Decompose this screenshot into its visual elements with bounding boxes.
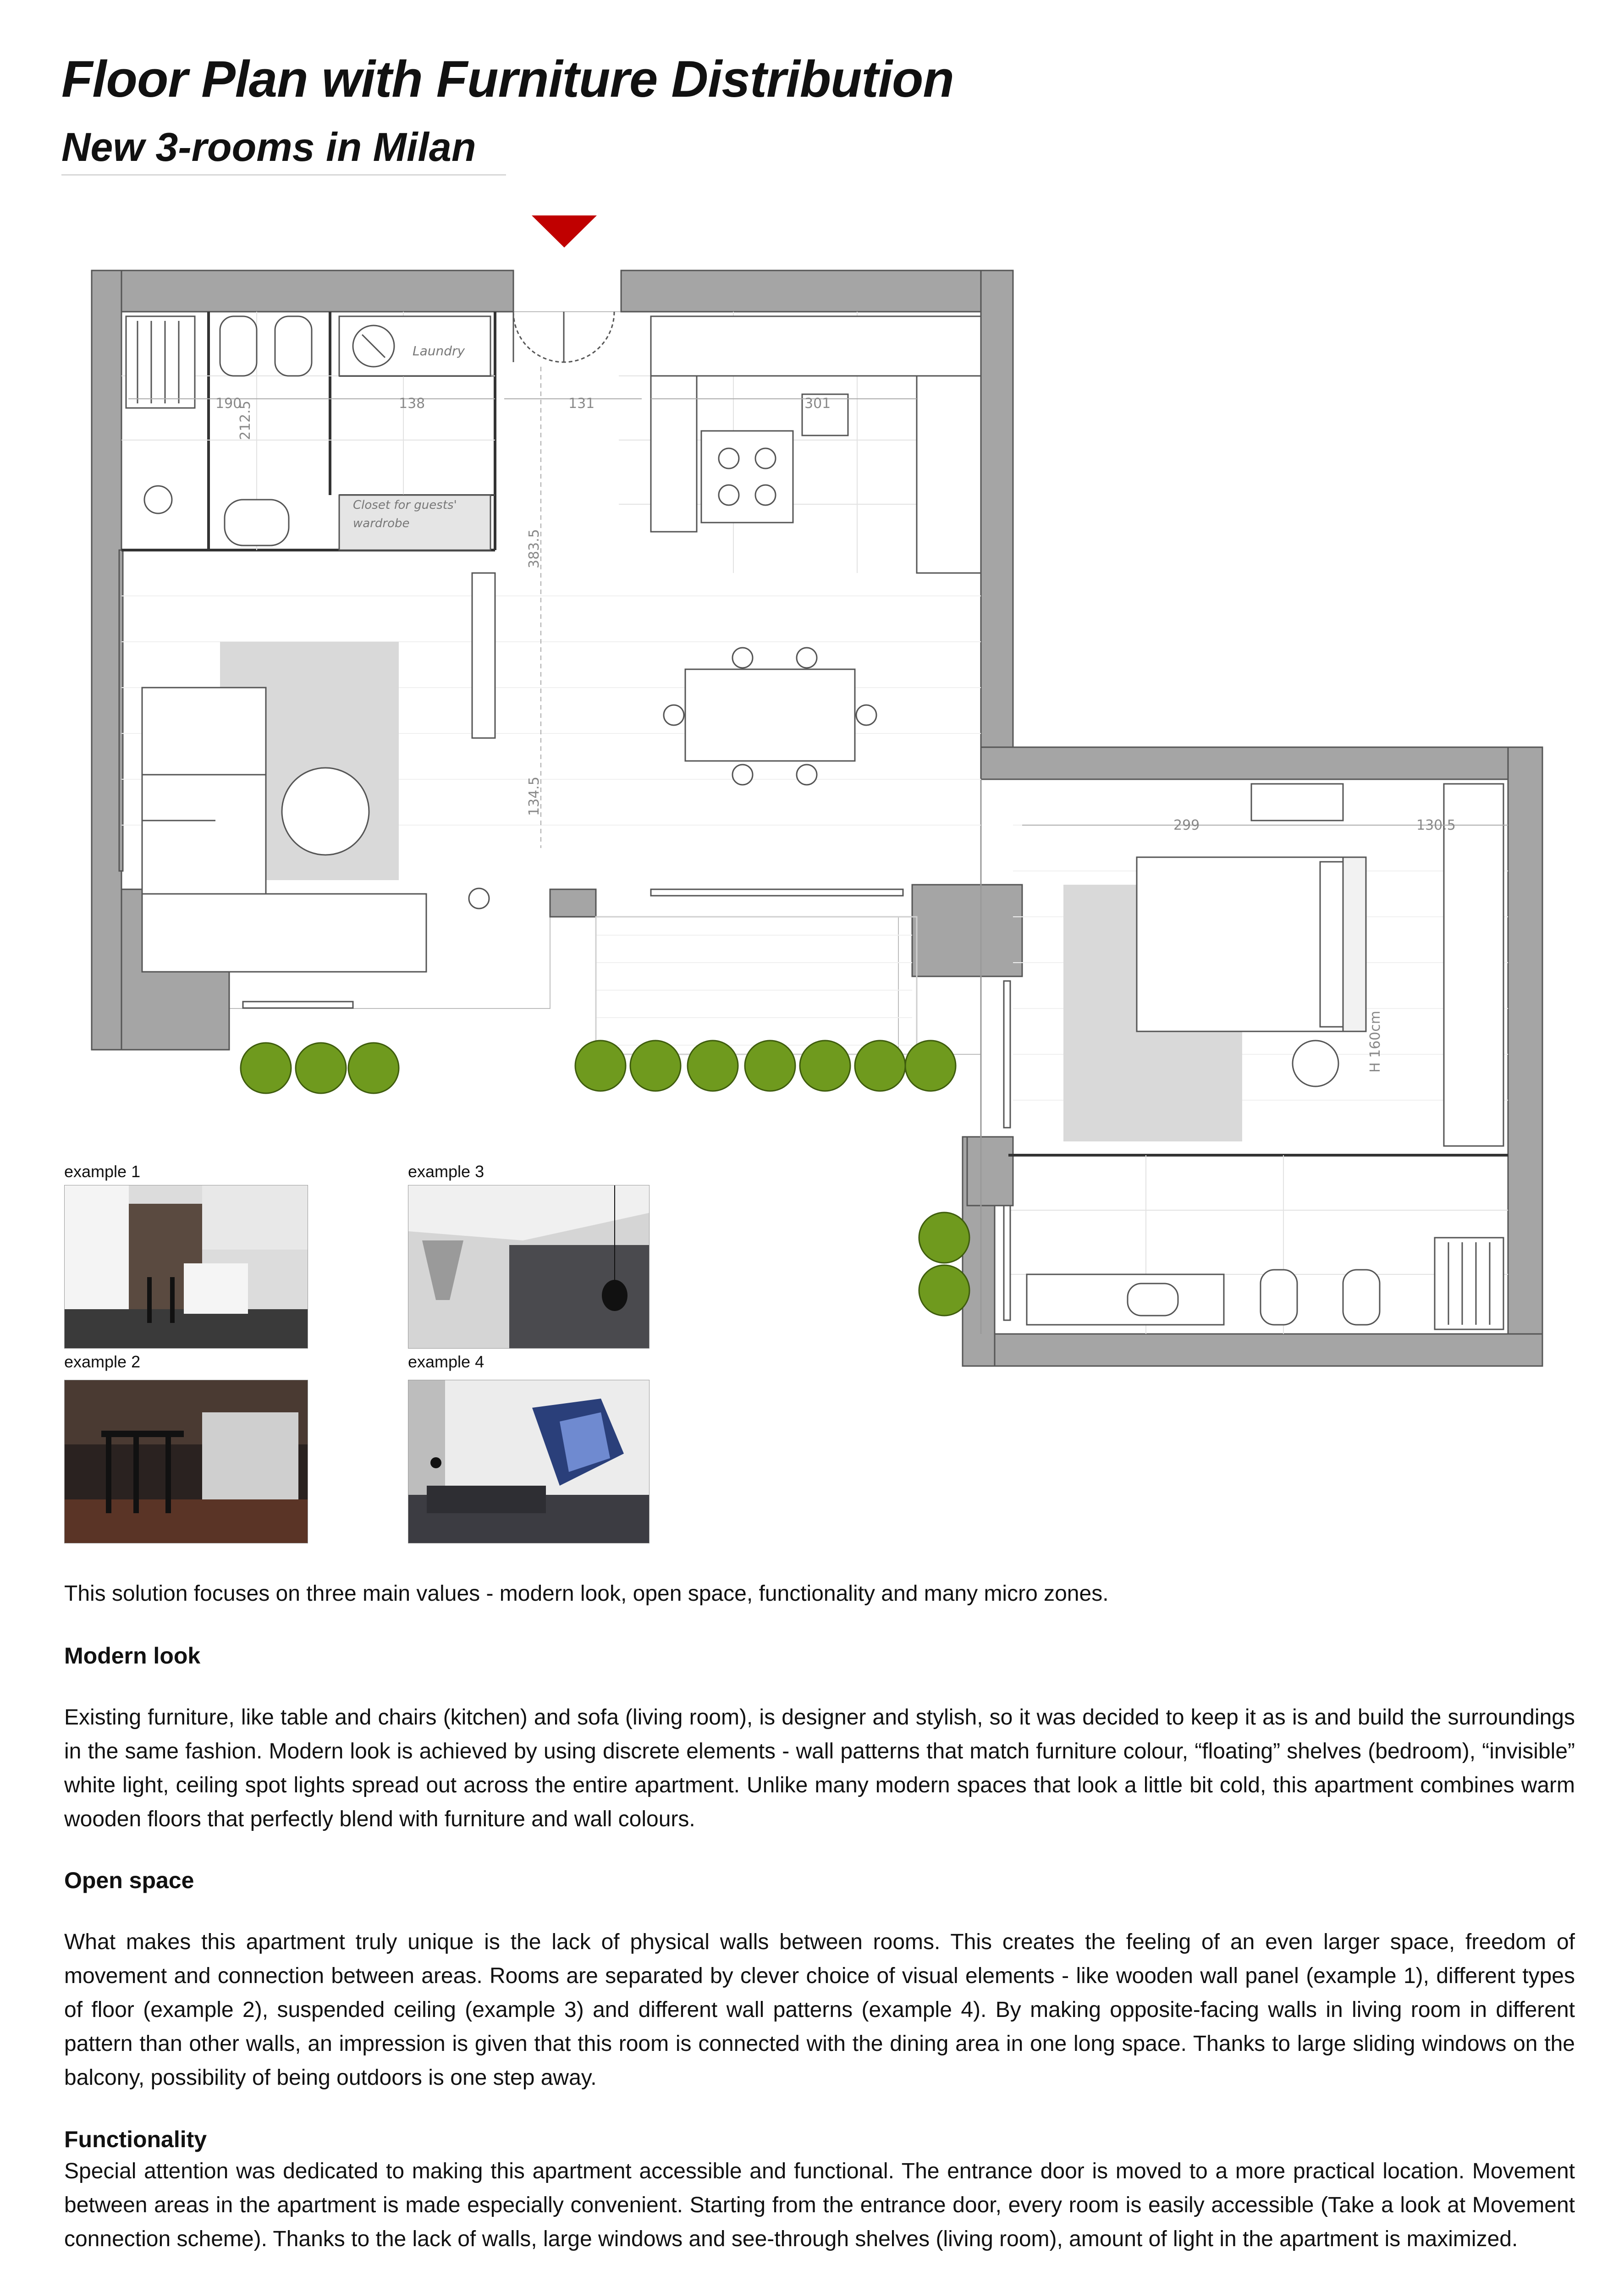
dimension-label: 130.5 xyxy=(1416,817,1456,833)
dimension-label: 383.5 xyxy=(526,529,542,568)
heading-functionality: Functionality xyxy=(64,2127,207,2152)
coffee-table xyxy=(282,768,369,855)
page-subtitle: New 3-rooms in Milan xyxy=(61,124,476,170)
section-heading xyxy=(64,1863,1575,1897)
example-caption: example 1 xyxy=(64,1162,141,1181)
dimension-label: 190 xyxy=(215,396,242,412)
example-caption: example 4 xyxy=(408,1352,484,1371)
subtitle-underline xyxy=(61,174,506,176)
section-body-functionality: Special attention was dedicated to making this apartment accessible and functional. The entrance door is moved to a more practical location. Movement between areas in the apartment is made especially convenient. Starting from the entrance door, every room is easily accessible (Take a look at Movement connection scheme). Thanks to the lack of walls, large windows and see-through shelves (living room), amount of light in the apartment is maximized. xyxy=(64,2159,1575,2251)
example-photo-suspended-ceiling xyxy=(408,1185,650,1349)
closet-label-line2: wardrobe xyxy=(353,517,410,530)
example-caption: example 3 xyxy=(408,1162,484,1181)
section-heading xyxy=(64,1639,1575,1673)
double-bed xyxy=(1137,857,1348,1031)
desk-chair-icon xyxy=(1293,1041,1338,1086)
dimension-label: H 160cm xyxy=(1367,1010,1383,1073)
dimension-label: 134.5 xyxy=(526,777,542,816)
section-heading xyxy=(64,2122,1575,2156)
section-body-open-space: What makes this apartment truly unique is the lack of physical walls between rooms. This creates the feeling of an even larger space, freedom of movement and connection between areas. Rooms are separated by clever choice of visual elements - like wooden wall panel (example 1), different types of floor (example 2), suspended ceiling (example 3) and different wall patterns (example 4). By making opposite-facing walls in living room in different pattern than other walls, an impression is given that this room is connected with the dining area in one long space. Thanks to large sliding windows on the balcony, possibility of being outdoors is one step away. xyxy=(64,1930,1575,2090)
dimension-label: 301 xyxy=(804,396,831,412)
bedroom-shelves xyxy=(1444,784,1503,1146)
example-photo-kitchen-bar xyxy=(64,1185,308,1349)
laundry-label: Laundry xyxy=(413,343,465,358)
wooden-bar xyxy=(472,573,495,738)
example-photo-wall-pattern xyxy=(408,1380,650,1543)
heading-open-space: Open space xyxy=(64,1868,194,1893)
floor-lamp-icon xyxy=(469,888,489,909)
page-title: Floor Plan with Furniture Distribution xyxy=(61,50,954,108)
section-body-modern-look: Existing furniture, like table and chairs (kitchen) and sofa (living room), is designer and stylish, so it was decided to keep it as is and build the surroundings in the same fashion. Modern look is achieved by using discrete elements - wall patterns that match furniture colour, “floating” shelves (bedroom), “invisible” white light, ceiling spot lights spread out across the entire apartment. Unlike many modern spaces that look a little bit cold, this apartment combines warm wooden floors that perfectly blend with furniture and wall colours. xyxy=(64,1705,1575,1831)
entrance-marker-icon xyxy=(532,215,597,248)
closet-label-line1: Closet for guests' xyxy=(353,498,457,512)
dimension-label: 299 xyxy=(1173,817,1200,833)
dimension-label: 131 xyxy=(568,396,595,412)
intro-paragraph: This solution focuses on three main values - modern look, open space, functionality and many micro zones. xyxy=(64,1581,1109,1606)
heading-modern-look: Modern look xyxy=(64,1643,201,1669)
example-caption: example 2 xyxy=(64,1352,141,1371)
dimension-label: 138 xyxy=(399,396,425,412)
balcony xyxy=(596,917,917,1054)
example-photo-wooden-floor-bar xyxy=(64,1380,308,1543)
dimension-label: 212.5 xyxy=(237,401,253,440)
